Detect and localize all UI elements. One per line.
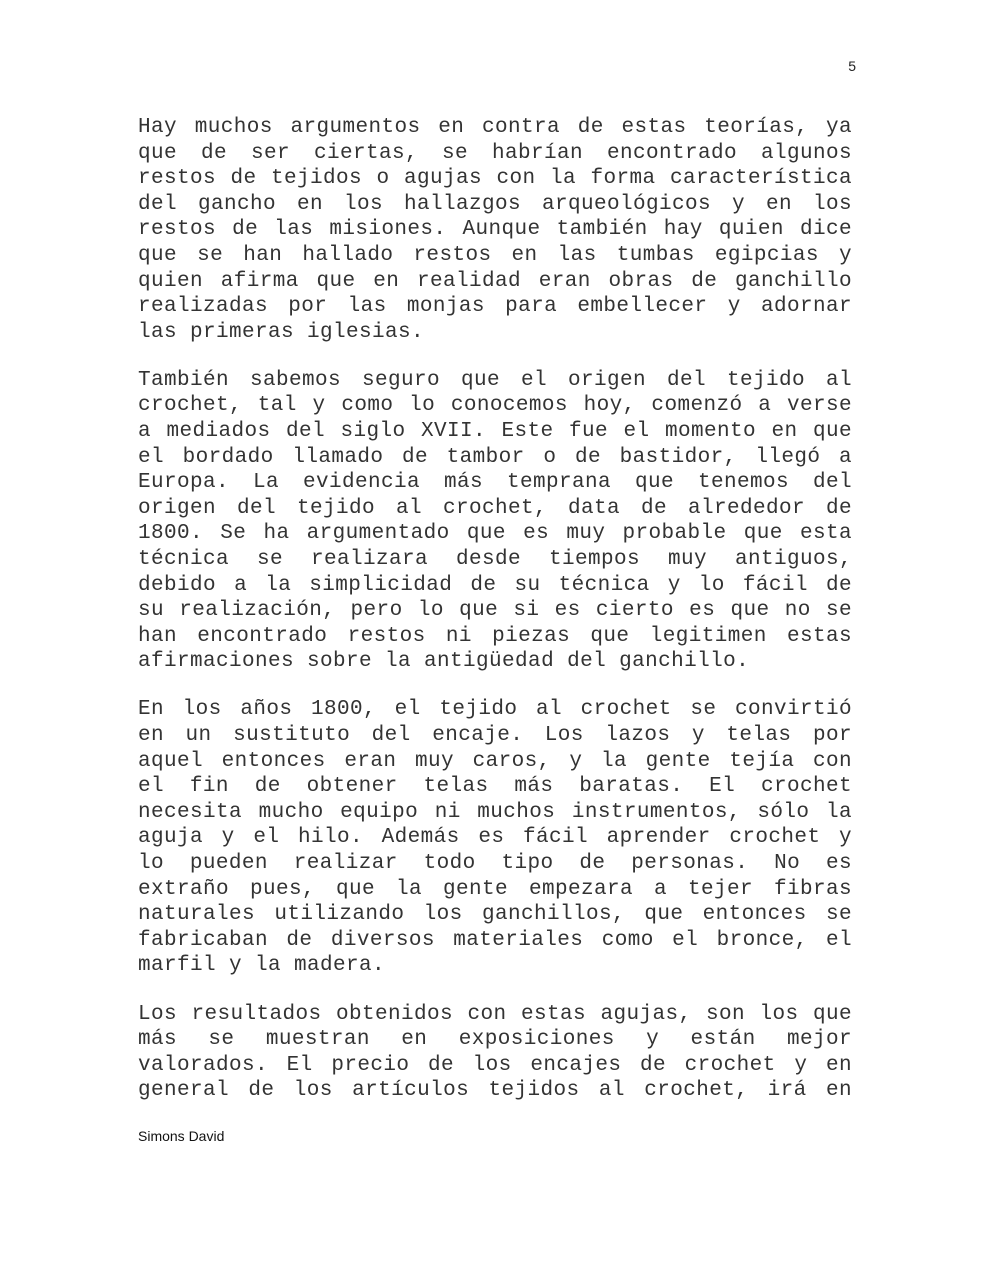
text-line: a mediados del siglo XVII. Este fue el momento en que	[138, 420, 852, 444]
text-line: debido a la simplicidad de su técnica y lo fácil de	[138, 573, 852, 597]
text-line: valorados. El precio de los encajes de crochet y en	[138, 1053, 852, 1077]
text-line: quien afirma que en realidad eran obras de ganchillo	[138, 269, 852, 293]
text-line: afirmaciones sobre la antigüedad del ganchillo.	[138, 650, 750, 674]
paragraph	[138, 1002, 852, 1104]
paragraph	[138, 697, 852, 979]
text-line: restos de tejidos o agujas con la forma característica	[138, 167, 852, 191]
text-line: Hay muchos argumentos en contra de estas teorías, ya	[138, 116, 852, 139]
text-line: aquel entonces eran muy caros, y la gente tejía con	[138, 749, 852, 773]
text-line: general de los artículos tejidos al crochet, irá en	[138, 1079, 852, 1103]
text-line: han encontrado restos ni piezas que legitimen estas	[138, 624, 852, 648]
text-line: el bordado llamado de tambor o de bastidor, llegó a	[138, 445, 852, 469]
text-line: lo pueden realizar todo tipo de personas. No es	[138, 852, 852, 876]
page-number: 5	[848, 58, 856, 74]
text-line: Los resultados obtenidos con estas agujas, son los que	[138, 1002, 852, 1026]
text-line: en un sustituto del encaje. Los lazos y telas por	[138, 724, 852, 748]
text-line: que de ser ciertas, se habrían encontrado algunos	[138, 141, 852, 165]
text-line: técnica se realizara desde tiempos muy antiguos,	[138, 548, 852, 571]
text-line: necesita mucho equipo ni muchos instrumentos, sólo la	[138, 800, 852, 824]
text-line: También sabemos seguro que el origen del tejido al	[138, 368, 852, 392]
text-line: origen del tejido al crochet, data de alrededor de	[138, 496, 852, 520]
text-line: que se han hallado restos en las tumbas egipcias y	[138, 243, 852, 267]
text-line: extraño pues, que la gente empezara a tejer fibras	[138, 877, 852, 901]
text-line: 1800. Se ha argumentado que es muy probable que esta	[138, 522, 852, 546]
text-line: realizadas por las monjas para embellecer y adornar	[138, 295, 852, 319]
paragraph	[138, 368, 852, 675]
text-line: el fin de obtener telas más baratas. El crochet	[138, 775, 852, 799]
text-line: crochet, tal y como lo conocemos hoy, comenzó a verse	[138, 394, 852, 418]
text-line: En los años 1800, el tejido al crochet se convirtió	[138, 698, 852, 722]
text-line: fabricaban de diversos materiales como el bronce, el	[138, 928, 852, 952]
text-line: más se muestran en exposiciones y están mejor	[138, 1028, 852, 1052]
text-line: marfil y la madera.	[138, 954, 386, 978]
text-line: del gancho en los hallazgos arqueológicos y en los	[138, 192, 852, 216]
text-line: naturales utilizando los ganchillos, que entonces se	[138, 903, 852, 927]
footer-author: Simons David	[138, 1128, 225, 1144]
paragraph	[138, 115, 852, 345]
text-line: Europa. La evidencia más temprana que tenemos del	[138, 471, 852, 495]
text-line: su realización, pero lo que si es cierto es que no se	[138, 599, 852, 623]
body-text	[138, 115, 852, 1126]
text-line: restos de las misiones. Aunque también hay quien dice	[138, 218, 852, 242]
text-line: las primeras iglesias.	[138, 320, 425, 344]
text-line: aguja y el hilo. Además es fácil aprender crochet y	[138, 826, 852, 850]
